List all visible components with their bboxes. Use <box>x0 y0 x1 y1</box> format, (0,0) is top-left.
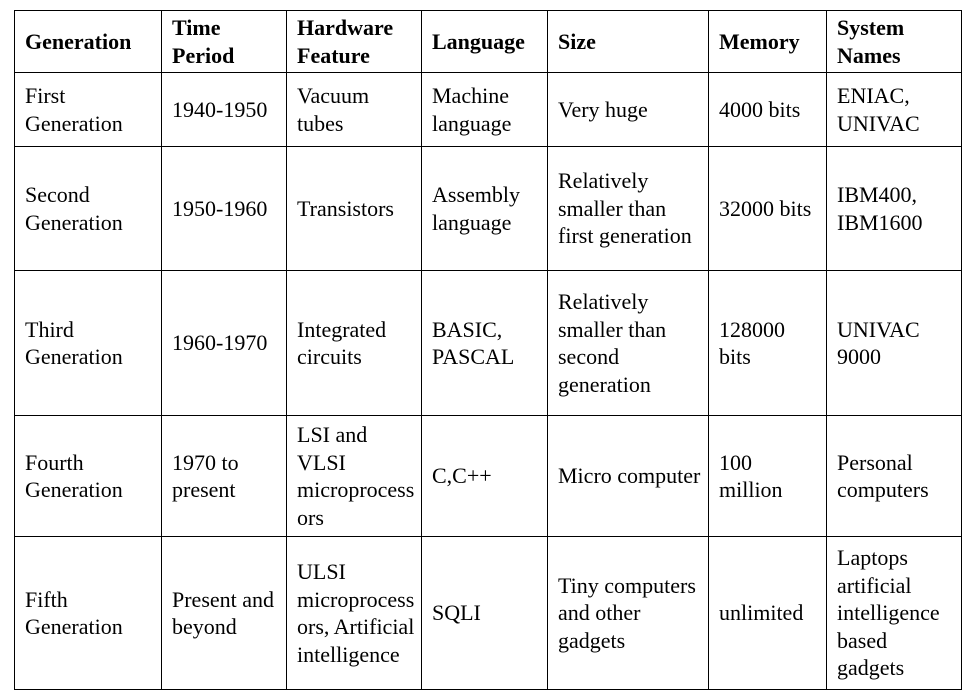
cell-memory: 100 million <box>709 416 827 537</box>
header-language: Language <box>422 11 548 73</box>
cell-memory: 4000 bits <box>709 73 827 147</box>
cell-hardware: Vacuum tubes <box>287 73 422 147</box>
cell-systems: ENIAC, UNIVAC <box>827 73 962 147</box>
cell-systems: UNIVAC 9000 <box>827 271 962 416</box>
cell-memory: 32000 bits <box>709 147 827 271</box>
cell-time-period: 1940-1950 <box>162 73 287 147</box>
cell-generation: Fifth Generation <box>15 537 162 690</box>
cell-time-period: 1960-1970 <box>162 271 287 416</box>
cell-generation: Second Generation <box>15 147 162 271</box>
cell-hardware: ULSI microprocessors, Artificial intelligence <box>287 537 422 690</box>
cell-systems: Laptops artificial intelligence based gadgets <box>827 537 962 690</box>
table-row <box>15 537 962 690</box>
cell-language: SQLI <box>422 537 548 690</box>
header-memory: Memory <box>709 11 827 73</box>
cell-language: Assembly language <box>422 147 548 271</box>
cell-hardware: LSI and VLSI microprocessors <box>287 416 422 537</box>
cell-time-period: 1970 to present <box>162 416 287 537</box>
table-row <box>15 271 962 416</box>
cell-language: Machine language <box>422 73 548 147</box>
cell-hardware: Transistors <box>287 147 422 271</box>
cell-size: Micro computer <box>548 416 709 537</box>
cell-time-period: Present and beyond <box>162 537 287 690</box>
cell-size: Relatively smaller than second generation <box>548 271 709 416</box>
table-row <box>15 147 962 271</box>
table-row <box>15 416 962 537</box>
cell-memory: 128000 bits <box>709 271 827 416</box>
cell-size: Very huge <box>548 73 709 147</box>
computer-generations-table-container <box>14 10 962 690</box>
cell-memory: unlimited <box>709 537 827 690</box>
header-size: Size <box>548 11 709 73</box>
cell-generation: Fourth Generation <box>15 416 162 537</box>
table-row <box>15 73 962 147</box>
cell-systems: IBM400, IBM1600 <box>827 147 962 271</box>
computer-generations-table <box>14 10 962 690</box>
cell-size: Tiny computers and other gadgets <box>548 537 709 690</box>
cell-systems: Personal computers <box>827 416 962 537</box>
cell-generation: Third Generation <box>15 271 162 416</box>
cell-time-period: 1950-1960 <box>162 147 287 271</box>
cell-language: BASIC, PASCAL <box>422 271 548 416</box>
header-hardware-feature: Hardware Feature <box>287 11 422 73</box>
cell-hardware: Integrated circuits <box>287 271 422 416</box>
cell-size: Relatively smaller than first generation <box>548 147 709 271</box>
header-row <box>15 11 962 73</box>
cell-generation: First Generation <box>15 73 162 147</box>
cell-language: C,C++ <box>422 416 548 537</box>
header-generation: Generation <box>15 11 162 73</box>
header-time-period: Time Period <box>162 11 287 73</box>
header-system-names: System Names <box>827 11 962 73</box>
